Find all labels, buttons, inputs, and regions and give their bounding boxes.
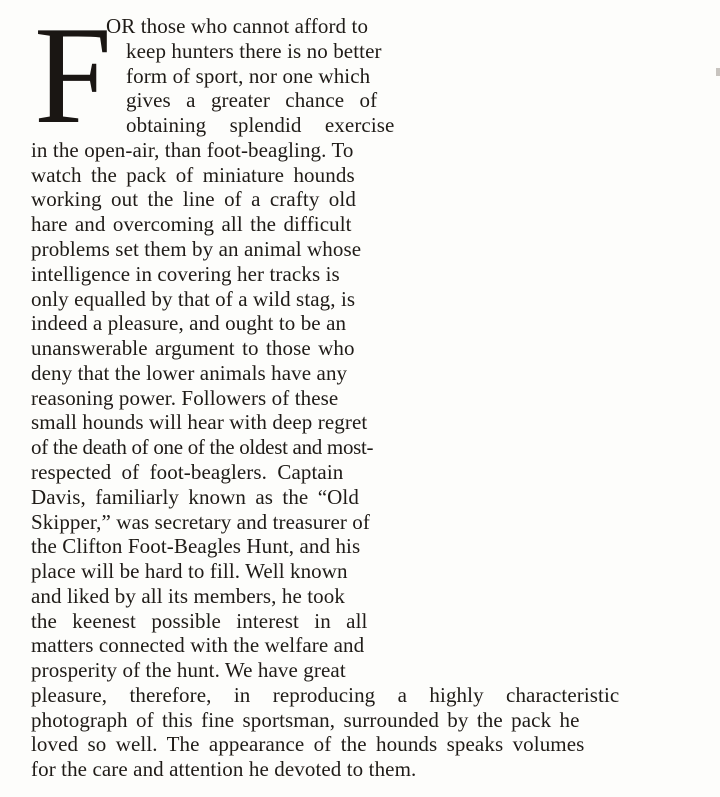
text-line: prosperity of the hunt. We have great	[31, 658, 346, 682]
text-line: form of sport, nor one which	[126, 64, 371, 88]
text-line: loved so well. The appearance of the hounds speaks volumes	[31, 732, 585, 756]
text-line: OR those who cannot afford to	[106, 14, 369, 38]
text-line: place will be hard to fill. Well known	[31, 559, 348, 583]
text-line: the Clifton Foot-Beagles Hunt, and his	[31, 534, 361, 558]
text-line: intelligence in covering her tracks is	[31, 262, 340, 286]
text-line: only equalled by that of a wild stag, is	[31, 287, 356, 311]
text-line: watch the pack of miniature hounds	[31, 163, 355, 187]
text-line: for the care and attention he devoted to them.	[31, 757, 417, 781]
text-line: in the open-air, than foot-beagling. To	[31, 138, 354, 162]
text-line: keep hunters there is no better	[126, 39, 382, 63]
text-line: photograph of this fine sportsman, surrounded by the pack he	[31, 708, 580, 732]
page-edge-mark	[716, 68, 720, 76]
text-line: respected of foot-beaglers. Captain	[31, 460, 344, 484]
text-line: Davis, familiarly known as the “Old	[31, 485, 359, 509]
text-line: indeed a pleasure, and ought to be an	[31, 311, 347, 335]
drop-cap: F	[34, 0, 112, 153]
text-line: pleasure, therefore, in reproducing a highly characteristic	[31, 683, 620, 707]
text-line: matters connected with the welfare and	[31, 633, 365, 657]
text-line: and liked by all its members, he took	[31, 584, 345, 608]
text-line: gives a greater chance of	[126, 88, 378, 112]
text-line: working out the line of a crafty old	[31, 187, 356, 211]
text-line: unanswerable argument to those who	[31, 336, 355, 360]
text-line: hare and overcoming all the difficult	[31, 212, 352, 236]
text-line: obtaining splendid exercise	[126, 113, 395, 137]
text-line: the keenest possible interest in all	[31, 609, 368, 633]
text-line: deny that the lower animals have any	[31, 361, 348, 385]
text-line: of the death of one of the oldest and most-	[31, 435, 374, 459]
text-line: Skipper,” was secretary and treasurer of	[31, 510, 371, 534]
text-line: reasoning power. Followers of these	[31, 386, 339, 410]
text-line: problems set them by an animal whose	[31, 237, 362, 261]
text-line: small hounds will hear with deep regret	[31, 410, 368, 434]
